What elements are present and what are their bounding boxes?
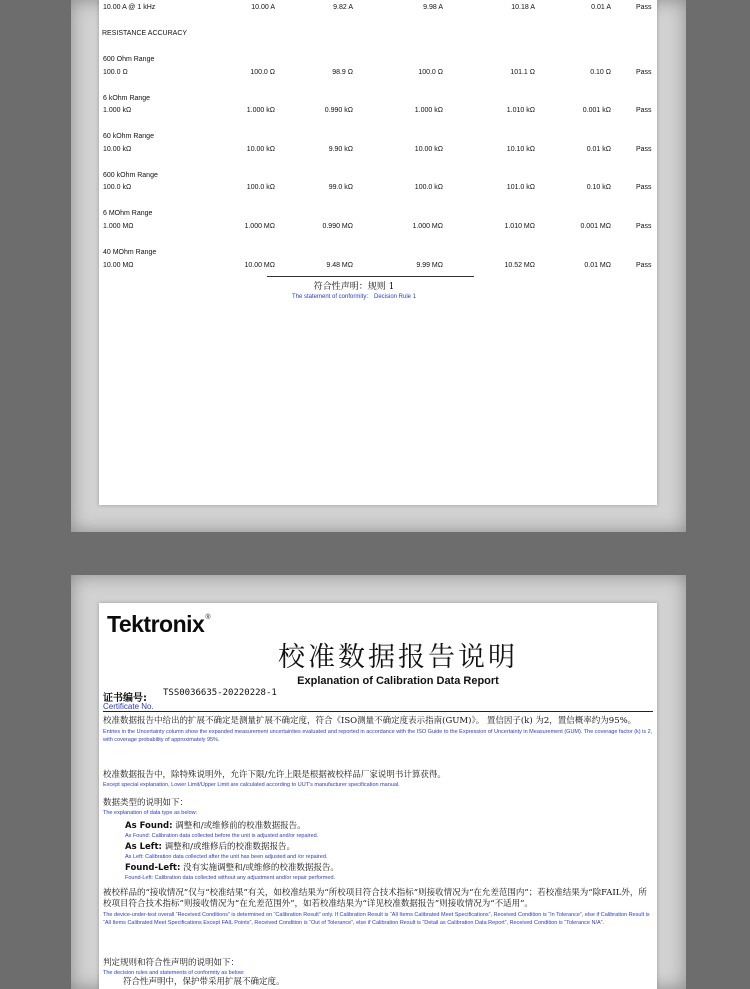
table-row: [103, 223, 653, 235]
range-label: 600 Ohm Range: [103, 56, 155, 63]
table-row: [103, 107, 653, 119]
logo-text: Tektronix: [107, 611, 205, 637]
as-left-item: [125, 842, 327, 861]
as-found-item: [125, 821, 318, 840]
decision-rule-paragraph: [103, 958, 655, 988]
table-cell: 10.10 kΩ: [506, 146, 535, 153]
table-cell: Pass: [636, 107, 652, 114]
range-label: 40 MOhm Range: [103, 249, 157, 256]
registered-mark: ®: [205, 614, 210, 621]
table-cell: 10.52 MΩ: [504, 262, 535, 269]
table-cell: 10.00 MΩ: [103, 262, 134, 269]
table-cell: 0.01 A: [591, 4, 611, 11]
explanation-sheet[interactable]: [99, 603, 657, 989]
decision-item-cn: 符合性声明中，保护带采用扩展不确定度。: [123, 977, 285, 987]
table-cell: 10.00 kΩ: [246, 146, 275, 153]
table-cell: 10.00 A: [251, 4, 275, 11]
table-cell: 99.0 kΩ: [328, 184, 353, 191]
table-cell: 9.48 MΩ: [326, 262, 353, 269]
table-row: [103, 69, 653, 81]
found-left-label: Found-Left:: [125, 863, 181, 873]
certificate-number: TSS0036635-20220228-1: [163, 688, 277, 698]
table-row: [103, 4, 653, 16]
table-cell: 1.000 MΩ: [103, 223, 134, 230]
table-cell: 100.0 Ω: [103, 69, 128, 76]
table-cell: 0.990 kΩ: [324, 107, 353, 114]
table-cell: 0.01 kΩ: [586, 146, 611, 153]
page-frame-bottom: [71, 575, 686, 989]
page-frame-top: [71, 0, 686, 532]
table-row: [103, 146, 653, 158]
table-cell: 10.00 MΩ: [244, 262, 275, 269]
condition-text-cn: 被校样品的“接收情况”仅与“校准结果”有关，如校准结果为“所校项目符合技术指标”则接收情况为“在允差范围内”；若校准结果为“除FAIL外，所校项目符合技术指标”则接收情况为“在允差范围外”，如若校准结果为“详见校准数据报告”则接收情况为“不适用”。: [103, 888, 647, 909]
table-cell: 100.0 kΩ: [103, 184, 132, 191]
table-cell: 100.0 Ω: [418, 69, 443, 76]
table-cell: 0.001 kΩ: [582, 107, 611, 114]
calibration-table-sheet[interactable]: [99, 0, 657, 505]
table-cell: 9.99 MΩ: [416, 262, 443, 269]
section-title: RESISTANCE ACCURACY: [102, 30, 188, 37]
uncertainty-text-cn: 校准数据报告中给出的扩展不确定是测量扩展不确定度，符合《ISO测量不确定度表示指南(GUM)》。 置信因子(k) 为2，置信概率约为95%。: [103, 716, 637, 726]
table-cell: 101.1 Ω: [510, 69, 535, 76]
table-cell: 10.00 A @ 1 kHz: [103, 4, 156, 11]
conformity-statement-cn: 符合性声明：规则 1: [313, 282, 395, 292]
limits-paragraph: [103, 770, 655, 789]
limits-text-en: Except special explanation, Lower Limit/Upper Limit are calculated according to UUT's manufacturer specification manual.: [103, 782, 400, 788]
table-cell: 9.90 kΩ: [328, 146, 353, 153]
conformity-divider: [267, 276, 474, 277]
data-type-text-cn: 数据类型的说明如下：: [103, 798, 189, 808]
table-cell: 1.000 MΩ: [412, 223, 443, 230]
range-label: 6 MOhm Range: [103, 210, 153, 217]
table-cell: 1.010 kΩ: [506, 107, 535, 114]
as-left-label: As Left:: [125, 842, 162, 852]
certificate-label-en: Certificate No.: [103, 702, 154, 711]
table-cell: Pass: [636, 262, 652, 269]
as-found-text-en: As Found: Calibration data collected before the unit is adjusted and/or repaired.: [125, 833, 319, 839]
table-cell: Pass: [636, 223, 652, 230]
condition-text-en: The device-under-test overall “Received Conditions” is determined on “Calibration Result” only. If Calibration Result is “All Items Calibrated Meet Specifications”, Received Condition is “In Tolerance”, else if Calibration Result is “All Items Calibrated Meet Specifications Except FAIL Points”, Received Condition is “Out of Tolerance”, else if Calibration Result is “Detail as Calibration Data Report”, Received Condition is “Tolerance N/A”.: [103, 912, 650, 926]
table-cell: 0.10 kΩ: [586, 184, 611, 191]
table-cell: 10.00 kΩ: [103, 146, 132, 153]
tektronix-logo: [107, 611, 210, 638]
received-condition-paragraph: [103, 888, 655, 927]
table-cell: 98.9 Ω: [332, 69, 353, 76]
certificate-divider: [103, 711, 653, 712]
page-title-en: Explanation of Calibration Data Report: [297, 675, 499, 687]
data-type-text-en: The explanation of data type as below:: [103, 810, 198, 816]
decision-text-en: The decision rules and statements of conformity as below:: [103, 970, 245, 976]
found-left-text-en: Found-Left: Calibration data collected without any adjustment and/or repair performed.: [125, 875, 336, 881]
table-cell: Pass: [636, 184, 652, 191]
table-cell: 100.0 kΩ: [246, 184, 275, 191]
table-cell: 10.00 kΩ: [414, 146, 443, 153]
table-cell: 101.0 kΩ: [506, 184, 535, 191]
table-cell: Pass: [636, 69, 652, 76]
table-row: [103, 184, 653, 196]
table-cell: 9.98 A: [423, 4, 443, 11]
as-left-text-cn: 调整和/或维修后的校准数据报告。: [164, 842, 296, 852]
as-left-text-en: As Left: Calibration data collected after the unit has been adjusted and /or repaired.: [125, 854, 328, 860]
range-label: 600 kOhm Range: [103, 172, 158, 179]
table-cell: 1.000 kΩ: [246, 107, 275, 114]
conformity-statement-en: The statement of conformity： Decision Rule 1: [291, 294, 417, 300]
decision-text-cn: 判定规则和符合性声明的说明如下：: [103, 958, 240, 968]
table-cell: 10.18 A: [511, 4, 535, 11]
page-title-cn: 校准数据报告说明: [278, 642, 518, 673]
table-cell: 1.000 MΩ: [244, 223, 275, 230]
table-cell: 1.000 kΩ: [103, 107, 132, 114]
found-left-item: [125, 863, 339, 882]
range-label: 6 kOhm Range: [103, 95, 151, 102]
table-cell: Pass: [636, 4, 652, 11]
table-cell: 100.0 Ω: [250, 69, 275, 76]
table-cell: 0.10 Ω: [590, 69, 611, 76]
table-cell: 1.000 kΩ: [414, 107, 443, 114]
uncertainty-text-en: Entries in the Uncertainty column show the expanded measurement uncertainties evaluated and reported in accordance with the ISO Guide to the Expression of Uncertainty in Measurement (GUM). The coverage factor (k) is 2, with coverage probability of approximately 95%.: [103, 729, 653, 743]
range-label: 60 kOhm Range: [103, 133, 154, 140]
limits-text-cn: 校准数据报告中，除特殊说明外，允许下限/允许上限是根据被校样品厂家说明书计算获得。: [103, 770, 446, 780]
table-cell: 100.0 kΩ: [414, 184, 443, 191]
table-cell: 0.01 MΩ: [584, 262, 611, 269]
certificate-label-cn: 证书编号:: [103, 693, 147, 704]
table-cell: 0.990 MΩ: [322, 223, 353, 230]
table-cell: 0.001 MΩ: [580, 223, 611, 230]
uncertainty-paragraph: [103, 716, 655, 744]
table-cell: 1.010 MΩ: [504, 223, 535, 230]
as-found-text-cn: 调整和/或维修前的校准数据报告。: [175, 821, 306, 831]
as-found-label: As Found:: [125, 821, 173, 831]
table-cell: 9.82 A: [333, 4, 353, 11]
found-left-text-cn: 没有实施调整和/或维修的校准数据报告。: [183, 863, 339, 873]
table-cell: Pass: [636, 146, 652, 153]
data-type-heading: [103, 798, 655, 817]
table-row: [103, 262, 653, 274]
